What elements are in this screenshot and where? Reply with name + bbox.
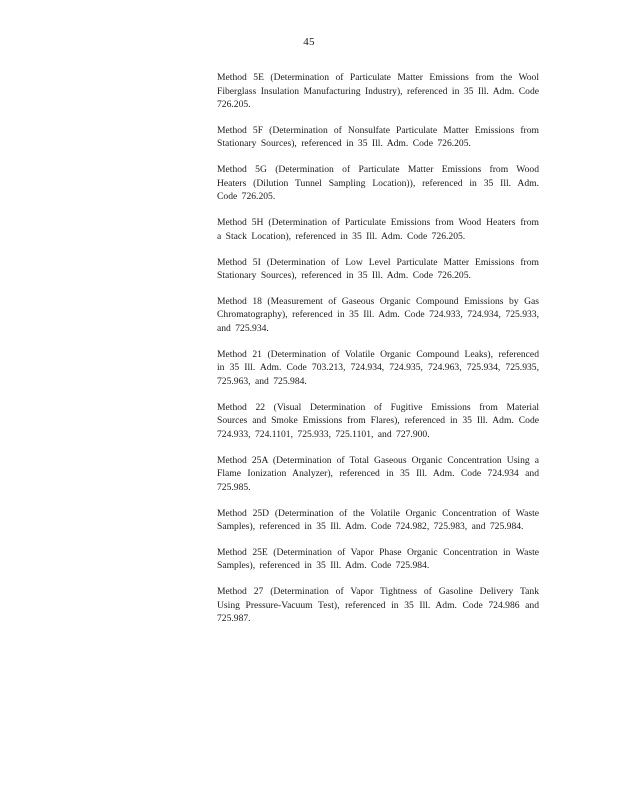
- method-entry-25e: Method 25E (Determination of Vapor Phase Organic Concentration in Waste Samples), referenced in 35 Ill. Adm. Code 725.984.: [217, 546, 539, 572]
- method-entry-25a: Method 25A (Determination of Total Gaseous Organic Concentration Using a Flame Ionization Analyzer), referenced in 35 Ill. Adm. Code 724.934 and 725.985.: [217, 454, 539, 493]
- method-entry-18: Method 18 (Measurement of Gaseous Organic Compound Emissions by Gas Chromatography), referenced in 35 Ill. Adm. Code 724.933, 724.934, 725.933, and 725.934.: [217, 295, 539, 334]
- method-entry-27: Method 27 (Determination of Vapor Tightness of Gasoline Delivery Tank Using Pressure-Vacuum Test), referenced in 35 Ill. Adm. Code 724.986 and 725.987.: [217, 586, 539, 625]
- method-reference-list: [217, 71, 539, 638]
- method-entry-5f: Method 5F (Determination of Nonsulfate Particulate Matter Emissions from Stationary Sources), referenced in 35 Ill. Adm. Code 726.205.: [217, 124, 539, 150]
- method-entry-22: Method 22 (Visual Determination of Fugitive Emissions from Material Sources and Smoke Emissions from Flares), referenced in 35 Ill. Adm. Code 724.933, 724.1101, 725.933, 725.1101, and 727.900.: [217, 401, 539, 440]
- method-entry-5e: Method 5E (Determination of Particulate Matter Emissions from the Wool Fiberglass Insulation Manufacturing Industry), referenced in 35 Ill. Adm. Code 726.205.: [217, 72, 539, 110]
- method-entry-21: Method 21 (Determination of Volatile Organic Compound Leaks), referenced in 35 Ill. Adm. Code 703.213, 724.934, 724.935, 724.963, 725.934, 725.935, 725.963, and 725.984.: [217, 348, 539, 387]
- method-entry-5g: Method 5G (Determination of Particulate Matter Emissions from Wood Heaters (Dilution Tunnel Sampling Location)), referenced in 35 Ill. Adm. Code 726.205.: [217, 164, 539, 203]
- method-entry-5h: Method 5H (Determination of Particulate Emissions from Wood Heaters from a Stack Location), referenced in 35 Ill. Adm. Code 726.205.: [217, 217, 539, 242]
- method-entry-5i: Method 5I (Determination of Low Level Particulate Matter Emissions from Stationary Sources), referenced in 35 Ill. Adm. Code 726.205.: [217, 256, 539, 282]
- method-entry-25d: Method 25D (Determination of the Volatile Organic Concentration of Waste Samples), referenced in 35 Ill. Adm. Code 724.982, 725.983, and 725.984.: [217, 507, 539, 533]
- page-number: 45: [303, 36, 315, 48]
